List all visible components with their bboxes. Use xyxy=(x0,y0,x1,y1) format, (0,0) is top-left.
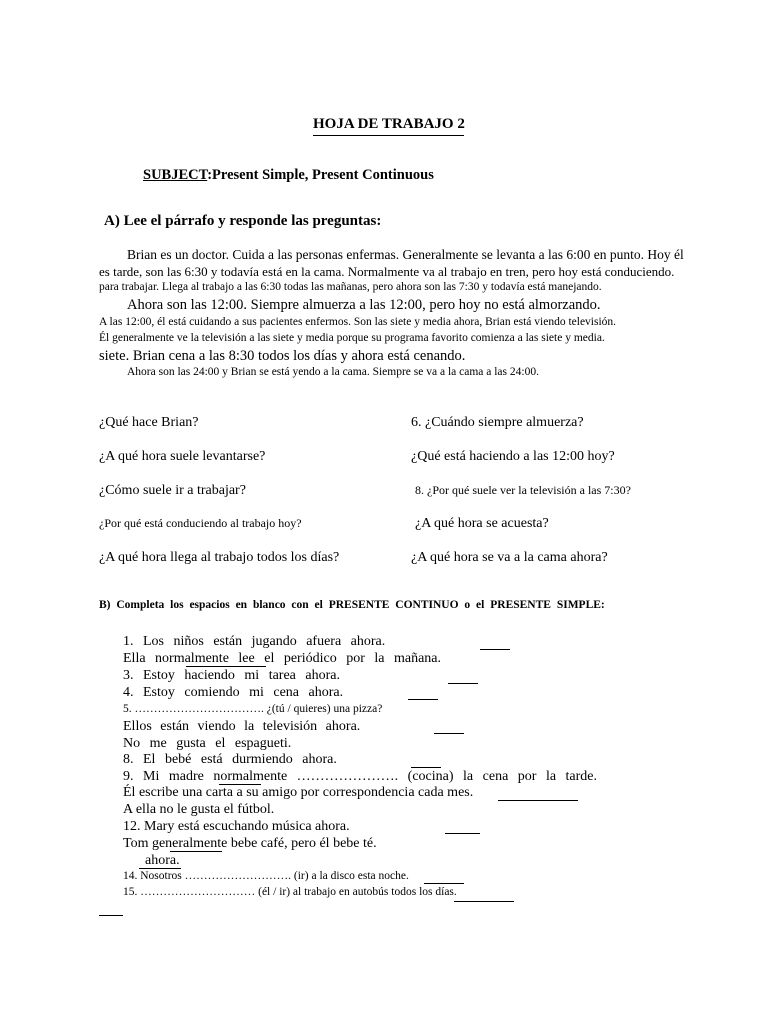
question-9: ¿A qué hora se acuesta? xyxy=(415,516,549,531)
exercise-item-14: ahora. xyxy=(145,853,180,868)
exercise-item-12: 12. Mary está escuchando música ahora. xyxy=(123,819,350,834)
paragraph-line: A las 12:00, él está cuidando a sus pacientes enfermos. Son las siete y media ahora, Brian está viendo televisión. xyxy=(99,316,617,328)
paragraph-line: Brian es un doctor. Cuida a las personas enfermas. Generalmente se levanta a las 6:00 en punto. Hoy él xyxy=(127,247,684,262)
answer-blank xyxy=(498,800,578,801)
question-2: ¿A qué hora suele levantarse? xyxy=(99,449,266,464)
answer-blank xyxy=(454,901,514,902)
question-3: ¿Cómo suele ir a trabajar? xyxy=(99,483,246,498)
exercise-item-10: Él escribe una carta a su amigo por correspondencia cada mes. xyxy=(123,785,474,800)
subject-label: SUBJECT xyxy=(143,167,208,183)
word-underline xyxy=(170,851,222,852)
subject-line xyxy=(143,167,434,184)
paragraph-line: Ahora son las 12:00. Siempre almuerza a las 12:00, pero hoy no está almorzando. xyxy=(127,297,601,313)
exercise-item-11: A ella no le gusta el fútbol. xyxy=(123,802,275,817)
question-7: ¿Qué está haciendo a las 12:00 hoy? xyxy=(411,449,615,464)
exercise-item-1: 1. Los niños están jugando afuera ahora. xyxy=(123,634,386,649)
question-1: ¿Qué hace Brian? xyxy=(99,415,199,430)
answer-blank xyxy=(411,767,441,768)
page-title: HOJA DE TRABAJO 2 xyxy=(313,116,465,132)
exercise-item-8: 8. El bebé está durmiendo ahora. xyxy=(123,752,337,767)
exercise-item-6: Ellos están viendo la televisión ahora. xyxy=(123,719,361,734)
answer-blank xyxy=(445,833,480,834)
title-underline xyxy=(313,135,464,136)
exercise-item-2: Ella normalmente lee el periódico por la mañana. xyxy=(123,651,441,666)
question-10: ¿A qué hora se va a la cama ahora? xyxy=(411,550,608,565)
answer-blank xyxy=(434,733,464,734)
section-a-heading: A) Lee el párrafo y responde las preguntas: xyxy=(104,213,382,229)
paragraph-line: para trabajar. Llega al trabajo a las 6:30 todas las mañanas, pero ahora son las 7:30 y todavía está manejando. xyxy=(99,281,602,293)
answer-blank xyxy=(448,683,478,684)
exercise-item-3: 3. Estoy haciendo mi tarea ahora. xyxy=(123,668,340,683)
word-underline xyxy=(139,868,181,869)
answer-blank xyxy=(408,699,438,700)
exercise-item-9: 9. Mi madre normalmente …………………. (cocina) la cena por la tarde. xyxy=(123,769,598,784)
paragraph-line: Él generalmente ve la televisión a las siete y media porque su programa favorito comienza a las siete y media. xyxy=(99,332,605,344)
question-5: ¿A qué hora llega al trabajo todos los días? xyxy=(99,550,340,565)
paragraph-line: siete. Brian cena a las 8:30 todos los días y ahora está cenando. xyxy=(99,348,466,364)
exercise-item-7: No me gusta el espagueti. xyxy=(123,736,292,751)
exercise-item-13: Tom generalmente bebe café, pero él bebe té. xyxy=(123,836,377,851)
question-6: 6. ¿Cuándo siempre almuerza? xyxy=(411,415,584,430)
subject-text: :Present Simple, Present Continuous xyxy=(207,167,434,183)
exercise-item-5: 5. ……………………………. ¿(tú / quieres) una pizza? xyxy=(123,703,383,715)
answer-blank xyxy=(480,649,510,650)
question-4: ¿Por qué está conduciendo al trabajo hoy? xyxy=(99,516,302,530)
exercise-item-4: 4. Estoy comiendo mi cena ahora. xyxy=(123,685,344,700)
question-8: 8. ¿Por qué suele ver la televisión a las 7:30? xyxy=(415,483,631,497)
word-underline xyxy=(186,666,266,667)
answer-blank xyxy=(99,915,123,916)
paragraph-line: Ahora son las 24:00 y Brian se está yendo a la cama. Siempre se va a la cama a las 24:00. xyxy=(127,366,539,378)
exercise-item-15: 14. Nosotros ………………………. (ir) a la disco esta noche. xyxy=(123,870,409,882)
exercise-item-16: 15. ………………………… (él / ir) al trabajo en autobús todos los días. xyxy=(123,886,457,898)
section-b-heading: B) Completa los espacios en blanco con el PRESENTE CONTINUO o el PRESENTE SIMPLE: xyxy=(99,599,605,611)
word-underline xyxy=(424,883,464,884)
paragraph-line: es tarde, son las 6:30 y todavía está en la cama. Normalmente va al trabajo en tren, pero hoy está conduciendo. xyxy=(99,264,675,279)
